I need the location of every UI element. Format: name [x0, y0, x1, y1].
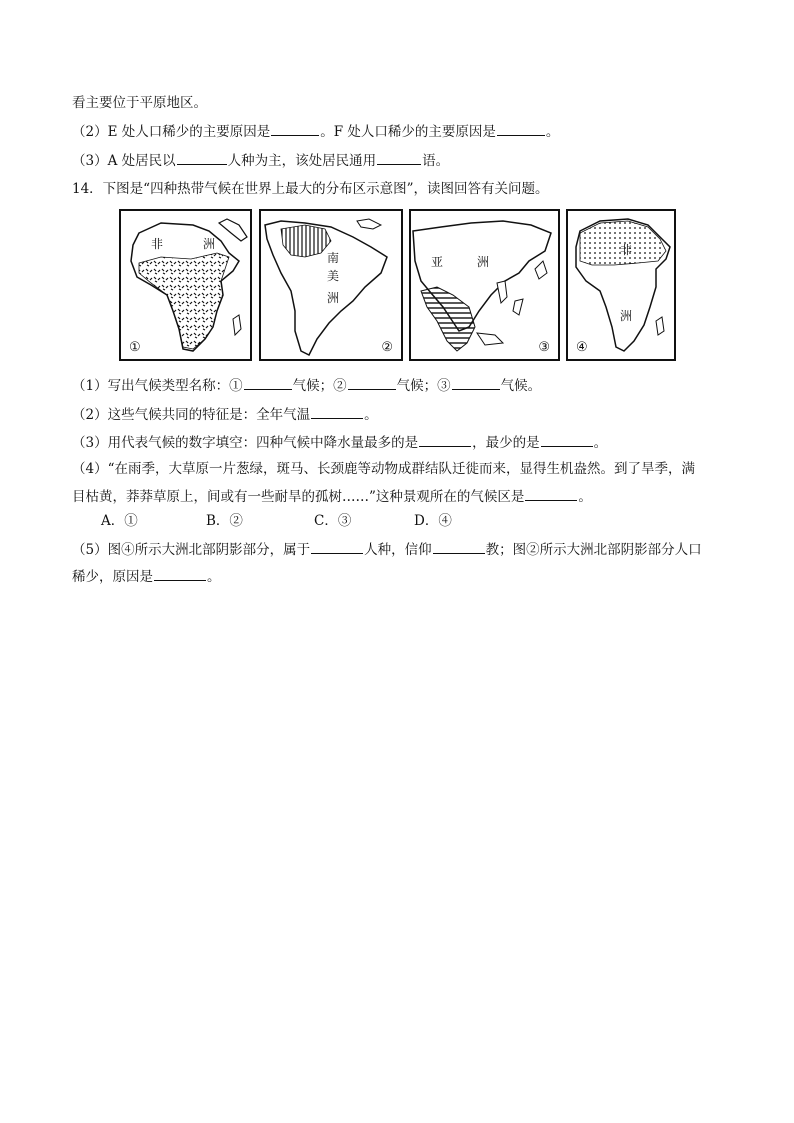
- sub-question-1: [72, 376, 541, 396]
- option-c[interactable]: C．③: [314, 513, 352, 529]
- map-number: ③: [538, 340, 550, 355]
- africa-desert-map-graphic: [568, 211, 674, 359]
- map-4-africa: [566, 209, 676, 361]
- s3-text-1: （3）用代表气候的数字填空：四种气候中降水量最多的是: [72, 435, 419, 451]
- q2-text-1: （2）E 处人口稀少的主要原因是: [72, 124, 271, 140]
- s5-text-2: 人种，信仰: [364, 542, 432, 558]
- answer-blank[interactable]: [497, 122, 545, 136]
- answer-blank[interactable]: [311, 405, 363, 419]
- map-number: ④: [576, 340, 588, 355]
- text-line: 看主要位于平原地区。: [72, 95, 207, 111]
- s4-text-2: 。: [578, 489, 592, 505]
- s3-text-2: ，最少的是: [472, 435, 540, 451]
- answer-blank[interactable]: [244, 376, 292, 390]
- answer-blank[interactable]: [377, 151, 421, 165]
- s1-text-1: （1）写出气候类型名称：①: [72, 378, 243, 394]
- map-label: 美: [327, 269, 340, 283]
- map-label: 非: [151, 237, 164, 251]
- s1-text-4: 气候。: [500, 378, 542, 394]
- map-label: 非: [620, 243, 633, 257]
- answer-blank[interactable]: [525, 487, 577, 501]
- sub-question-3: [72, 433, 607, 453]
- s2-text-1: （2）这些气候共同的特征是：全年气温: [72, 407, 311, 423]
- q2-text-2: 。F 处人口稀少的主要原因是: [320, 124, 496, 140]
- map-label: 亚: [431, 255, 444, 269]
- map-label: 洲: [477, 255, 490, 269]
- map-label: 洲: [203, 237, 216, 251]
- map-number: ①: [129, 340, 141, 355]
- answer-blank[interactable]: [541, 433, 593, 447]
- answer-blank[interactable]: [271, 122, 319, 136]
- answer-blank[interactable]: [348, 376, 396, 390]
- question-3: [72, 151, 449, 171]
- s5-text-3: 教；图②所示大洲北部阴影部分人口: [485, 542, 702, 558]
- q3-text-2: 人种为主，该处居民通用: [227, 153, 377, 169]
- answer-blank[interactable]: [154, 567, 206, 581]
- s5-text-1: （5）图④所示大洲北部阴影部分，属于: [72, 542, 311, 558]
- option-b[interactable]: B．②: [206, 513, 243, 529]
- sub-question-5-line-1: [72, 540, 702, 560]
- s4-text-1: 目枯黄，莽莽草原上，间或有一些耐旱的孤树……”这种景观所在的气候区是: [72, 489, 525, 505]
- q3-text-1: （3）A 处居民以: [72, 153, 176, 169]
- map-label: 南: [327, 251, 340, 265]
- answer-blank[interactable]: [177, 151, 227, 165]
- map-1-africa: [119, 209, 252, 361]
- africa-map-graphic: [121, 211, 250, 359]
- s5b-text-1: 稀少，原因是: [72, 569, 153, 585]
- sub-question-4-line-2: [72, 487, 592, 507]
- map-3-asia: [409, 209, 560, 361]
- q2-text-3: 。: [545, 124, 560, 140]
- question-2: [72, 122, 559, 142]
- option-d[interactable]: D．④: [414, 513, 452, 529]
- s3-text-3: 。: [593, 435, 608, 451]
- answer-blank[interactable]: [433, 540, 485, 554]
- option-a[interactable]: A．①: [101, 513, 138, 529]
- s1-text-2: 气候；②: [292, 378, 347, 394]
- map-label: 洲: [327, 291, 340, 305]
- q3-text-3: 语。: [422, 153, 450, 169]
- map-number: ②: [381, 340, 393, 355]
- s5b-text-2: 。: [207, 569, 221, 585]
- south-america-map-graphic: [261, 211, 401, 359]
- map-2-south-america: [259, 209, 403, 361]
- sub-question-2: [72, 405, 378, 425]
- s2-text-2: 。: [364, 407, 378, 423]
- answer-blank[interactable]: [419, 433, 471, 447]
- sub-question-5-line-2: [72, 567, 221, 587]
- map-label: 洲: [620, 309, 633, 323]
- asia-map-graphic: [411, 211, 558, 359]
- question-14-title: 14．下图是“四种热带气候在世界上最大的分布区示意图”，读图回答有关问题。: [72, 181, 549, 197]
- sub-question-4-line-1: （4）“在雨季，大草原一片葱绿，斑马、长颈鹿等动物成群结队迁徙而来，显得生机盎然。到了旱季，满: [72, 461, 695, 477]
- s1-text-3: 气候；③: [396, 378, 451, 394]
- answer-blank[interactable]: [452, 376, 500, 390]
- answer-blank[interactable]: [311, 540, 363, 554]
